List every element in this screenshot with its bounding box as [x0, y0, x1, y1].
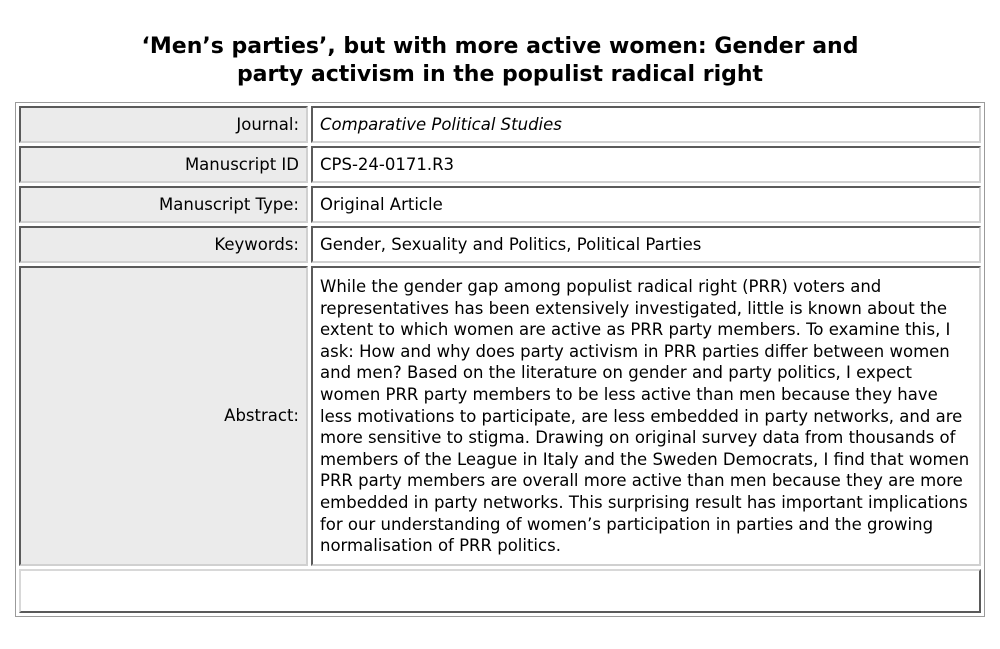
manuscript-type-row [19, 186, 981, 223]
abstract-label: Abstract: [19, 266, 308, 566]
empty-cell [19, 569, 981, 613]
manuscript-id-row [19, 146, 981, 183]
manuscript-type-value: Original Article [311, 186, 981, 223]
abstract-row [19, 266, 981, 566]
keywords-row [19, 226, 981, 263]
manuscript-id-value: CPS-24-0171.R3 [311, 146, 981, 183]
manuscript-metadata-table [15, 102, 985, 617]
keywords-value: Gender, Sexuality and Politics, Political Parties [311, 226, 981, 263]
journal-value: Comparative Political Studies [311, 106, 981, 143]
abstract-value: While the gender gap among populist radical right (PRR) voters and representatives has been extensively investigated, little is known about the extent to which women are active as PRR party members. To examine this, I ask: How and why does party activism in PRR parties differ between women and men? Based on the literature on gender and party politics, I expect women PRR party members to be less active than men because they have less motivations to participate, are less embedded in party networks, and are more sensitive to stigma. Drawing on original survey data from thousands of members of the League in Italy and the Sweden Democrats, I find that women PRR party members are overall more active than men because they are more embedded in party networks. This surprising result has important implications for our understanding of women’s participation in parties and the growing normalisation of PRR politics. [311, 266, 981, 566]
empty-row [19, 569, 981, 613]
manuscript-type-label: Manuscript Type: [19, 186, 308, 223]
keywords-label: Keywords: [19, 226, 308, 263]
journal-label: Journal: [19, 106, 308, 143]
manuscript-id-label: Manuscript ID [19, 146, 308, 183]
page-title [0, 33, 1000, 89]
title-line-2: party activism in the populist radical right [236, 61, 764, 87]
journal-row [19, 106, 981, 143]
title-line-1: ‘Men’s parties’, but with more active women: Gender and [141, 33, 859, 59]
